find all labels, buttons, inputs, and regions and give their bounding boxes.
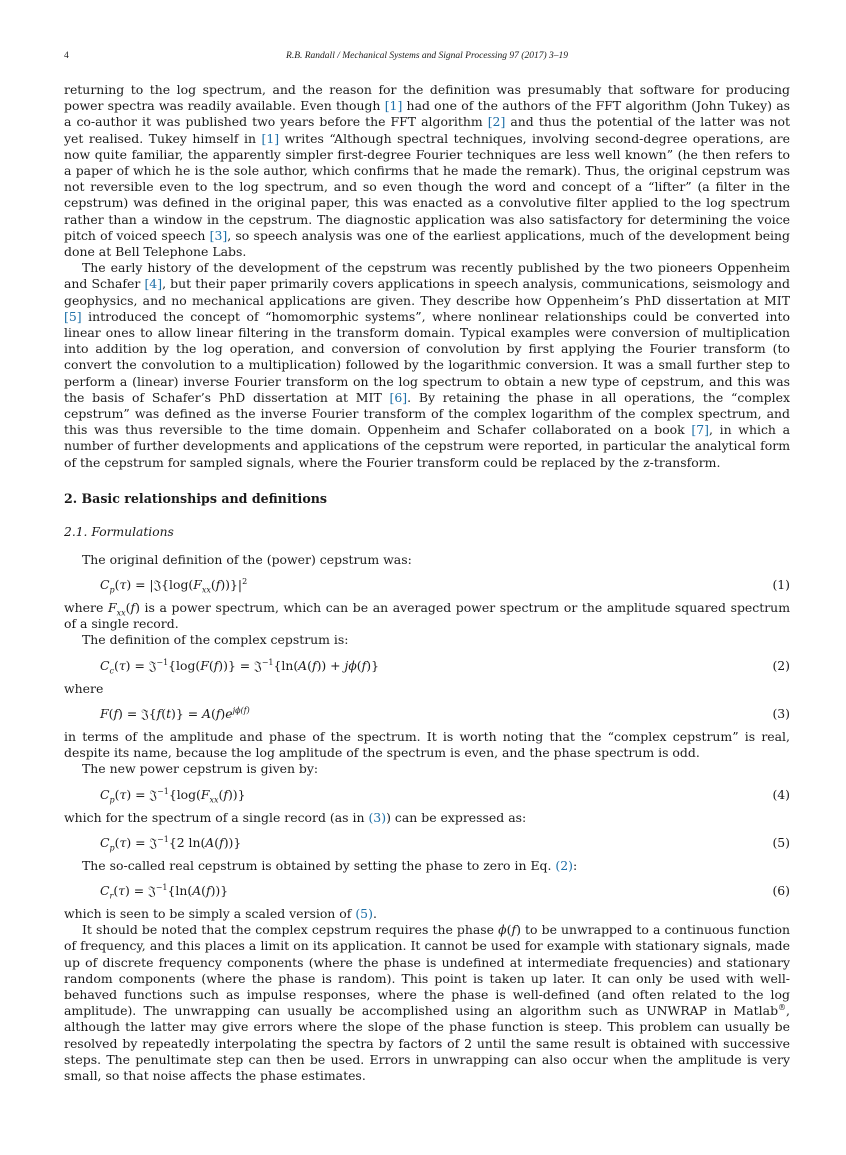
equation-link[interactable]: (5) bbox=[355, 905, 373, 921]
citation-link[interactable]: [1] bbox=[384, 98, 403, 114]
equation-3: F(f) = 𝔍{f(t)} = $A(f)e^{j\phi(f)}$ (3) bbox=[100, 705, 790, 721]
equation-6: $C_r(\tau)$ = 𝔍$^{-1}${ln(A(f))} (6) bbox=[100, 882, 790, 901]
paragraph-text: The original definition of the (power) cepstrum was: bbox=[82, 551, 412, 567]
article-body bbox=[64, 82, 790, 1084]
page-number: 4 bbox=[64, 51, 69, 61]
journal-title: R.B. Randall / Mechanical Systems and Signal Processing 97 (2017) 3–19 bbox=[286, 51, 568, 61]
equation-number: (6) bbox=[772, 882, 790, 898]
equation-number: (3) bbox=[772, 705, 790, 721]
paragraph-text: The definition of the complex cepstrum is: bbox=[82, 632, 349, 648]
equation-2: $C_c(\tau)$ = 𝔍$^{-1}${log(F(f))} = 𝔍$^{-1}${ln(A(f)) + jϕ(f)} (2) bbox=[100, 657, 790, 676]
equation-link[interactable]: (2) bbox=[555, 857, 574, 873]
paragraph-unwrapping: It should be noted that the complex cepstrum requires the phase ϕ(f) to be unwrapped to a continuous function of frequency, and this places a limit on its application. It cannot be used for example with stationary signals, made up of discrete frequency components (where the phase is undefined at intermediate frequencies) and stationary random components (where the phase is random). This point is taken up later. It can only be used with well-behaved functions such as impulse responses, where the phase is well-defined (and often related to the log amplitude). The unwrapping can usually be accomplished using an algorithm such as UNWRAP in Matlab®, although the latter may give errors where the slope of the phase function is steep. This problem can usually be resolved by repeatedly interpolating the spectra by factors of 2 until the same result is obtained with successive steps. The penultimate step can then be used. Errors in unwrapping can also occur when the amplitude is very small, so that noise affects the phase estimates. bbox=[64, 922, 790, 1083]
citation-link[interactable]: [6] bbox=[389, 389, 408, 405]
paragraph-intro-continued: returning to the log spectrum, and the reason for the definition was presumably that software for producing power spectra was readily available. Even though [1] had one of the authors of the FFT algorithm (John Tukey) as a co-author it was published two years before the FFT algorithm [2] and thus the potential of the latter was not yet realised. Tukey himself in [1] writes “Although spectral techniques, involving second-degree operations, are now quite familiar, the apparently simpler first-degree Fourier techniques are less well known” (he then refers to a paper of which he is the sole author, which confirms that he made the remark). Thus, the original cepstrum was not reversible even to the log spectrum, and so even though the word and concept of a “lifter” (a filter in the cepstrum) was defined in the original paper, this was enacted as a convolutive filter applied to the log spectrum rather than a window in the cepstrum. The diagnostic application was also satisfactory for determining the voice pitch of voiced speech [3], so speech analysis was one of the earliest applications, much of the development being done at Bell Telephone Labs. bbox=[64, 82, 791, 260]
equation-number: (1) bbox=[772, 577, 790, 593]
equation-number: (4) bbox=[772, 786, 790, 802]
subsection-heading: 2.1. Formulations bbox=[64, 524, 174, 539]
equation-link[interactable]: (3) bbox=[368, 809, 387, 825]
equation-4: $C_p(\tau)$ = $𝔍^{-1}\{\log(F_{xx}(f))\}$ (4) bbox=[100, 786, 790, 804]
paragraph-history: The early history of the development of the cepstrum was recently published by the two pioneers Oppenheim and Schafer [4], but their paper primarily covers applications in speech analysis, communications, seismology and geophysics, and no mechanical applications are given. They describe how Oppenheim’s PhD dissertation at MIT [5] introduced the concept of “homomorphic systems”, where nonlinear relationships could be converted into linear ones to allow linear filtering in the transform domain. Typical examples were conversion of multiplication into addition by the log operation, and conversion of convolution by first applying the Fourier transform (to convert the convolution to a multiplication) followed by the logarithmic conversion. It was a small further step to perform a (linear) inverse Fourier transform on the log spectrum to obtain a new type of cepstrum, and this was the basis of Schafer’s PhD dissertation at MIT [6]. By retaining the phase in all operations, the “complex cepstrum” was defined as the inverse Fourier transform of the complex logarithm of the complex spectrum, and this was thus reversible to the time domain. Oppenheim and Schafer collaborated on a book [7], in which a number of further developments and applications of the cepstrum were reported, in particular the analytical form of the cepstrum for sampled signals, where the Fourier transform could be replaced by the z-transform. bbox=[64, 260, 791, 470]
paragraph-text: where bbox=[64, 680, 104, 696]
citation-link[interactable]: [5] bbox=[64, 308, 82, 324]
citation-link[interactable]: [1] bbox=[261, 130, 280, 146]
paragraph-text: The so-called real cepstrum is obtained by setting the phase to zero in Eq. (2): bbox=[82, 857, 578, 873]
equation-number: (5) bbox=[772, 834, 790, 850]
paragraph-text: where $F_{xx}(f)$ is a power spectrum, which can be an averaged power spectrum or the amplitude squared spectrum of a single record. bbox=[64, 600, 790, 632]
paragraph-text: in terms of the amplitude and phase of the spectrum. It is worth noting that the “complex cepstrum” is real, despite its name, because the log amplitude of the spectrum is even, and the phase spectrum is odd. bbox=[64, 728, 790, 761]
equation-number: (2) bbox=[772, 657, 790, 673]
citation-link[interactable]: [7] bbox=[691, 422, 710, 438]
equation-5: $C_p(\tau)$ = 𝔍$^{-1}${2 ln(A(f))} (5) bbox=[100, 834, 790, 853]
equation-1: $C_p(\tau)$ = $|𝔍\{\log(F_{xx}(f))\}|^2$ (1) bbox=[100, 576, 790, 595]
paragraph-text: The new power cepstrum is given by: bbox=[82, 761, 319, 777]
paragraph-text: which for the spectrum of a single record (as in (3)) can be expressed as: bbox=[64, 809, 527, 825]
section-heading: 2. Basic relationships and definitions bbox=[64, 490, 327, 506]
paragraph-text: which is seen to be simply a scaled version of (5). bbox=[64, 905, 377, 921]
running-header bbox=[64, 51, 790, 67]
citation-link[interactable]: [3] bbox=[209, 227, 228, 243]
citation-link[interactable]: [4] bbox=[144, 276, 163, 292]
citation-link[interactable]: [2] bbox=[487, 114, 506, 130]
